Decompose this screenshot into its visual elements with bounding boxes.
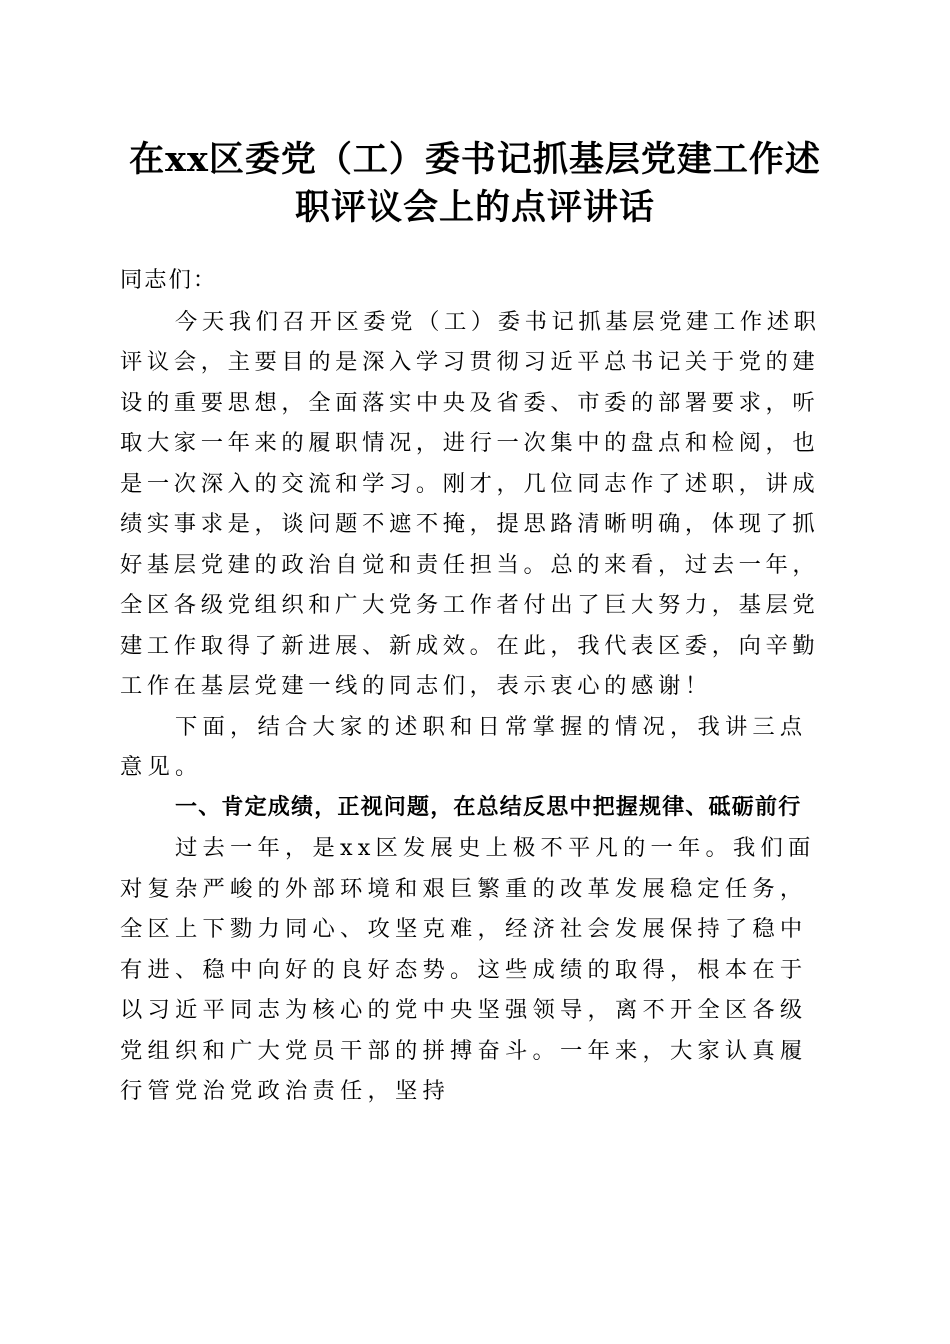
title-line-1: 在xx区委党（工）委书记抓基层党建工作述 <box>129 139 821 180</box>
paragraph-outline: 下面，结合大家的述职和日常掌握的情况，我讲三点意见。 <box>120 713 808 780</box>
document-body <box>120 260 832 1112</box>
section-heading-1: 一、肯定成绩，正视问题，在总结反思中把握规律、砥砺前行 <box>175 794 802 820</box>
paragraph-section-1: 过去一年，是xx区发展史上极不平凡的一年。我们面对复杂严峻的外部环境和艰巨繁重的改革发展稳定任务，全区上下勠力同心、攻坚克难，经济社会发展保持了稳中有进、稳中向好的良好态势。这些成绩的取得，根本在于以习近平同志为核心的党中央坚强领导，离不开全区各级党组织和广大党员干部的拼搏奋斗。一年来，大家认真履行管党治党政治责任，坚持 <box>120 835 816 1104</box>
salutation: 同志们： <box>120 267 218 293</box>
paragraph-opening: 今天我们召开区委党（工）委书记抓基层党建工作述职评议会，主要目的是深入学习贯彻习近平总书记关于党的建设的重要思想，全面落实中央及省委、市委的部署要求，听取大家一年来的履职情况，进行一次集中的盘点和检阅，也是一次深入的交流和学习。刚才，几位同志作了述职，讲成绩实事求是，谈问题不遮不掩，提思路清晰明确，体现了抓好基层党建的政治自觉和责任担当。总的来看，过去一年，全区各级党组织和广大党务工作者付出了巨大努力，基层党建工作取得了新进展、新成效。在此，我代表区委，向辛勤工作在基层党建一线的同志们，表示衷心的感谢！ <box>120 308 821 699</box>
title-line-2: 职评议会上的点评讲话 <box>294 187 655 228</box>
document-title <box>100 136 850 232</box>
